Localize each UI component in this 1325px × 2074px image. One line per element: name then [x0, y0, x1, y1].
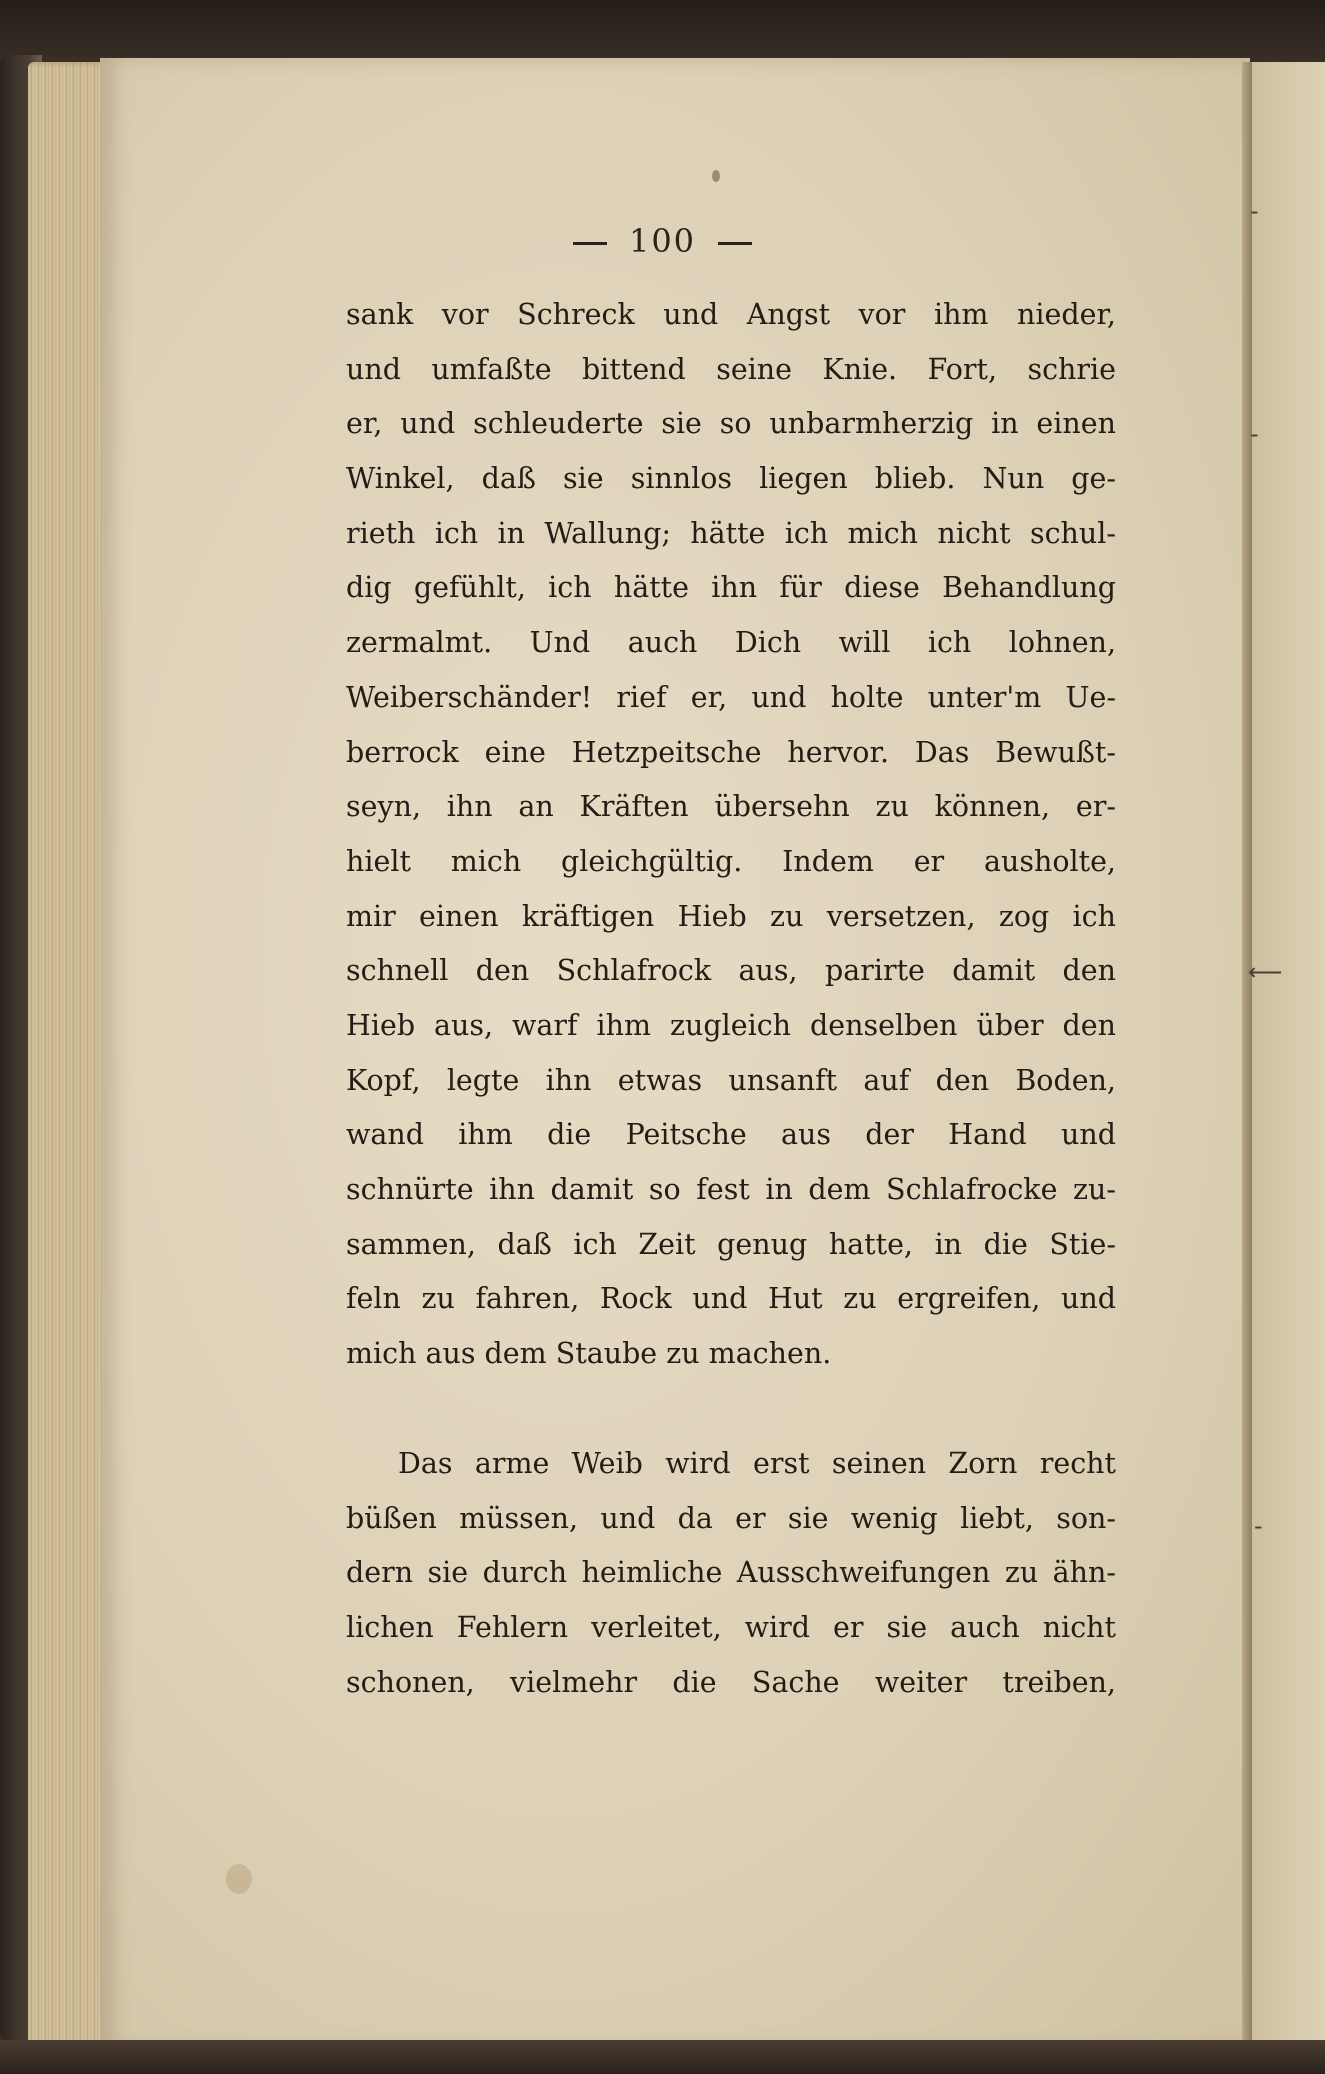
page-header	[0, 222, 1325, 260]
text-line: dern sie durch heimliche Ausschweifungen zu ähn-	[346, 1556, 1116, 1590]
page-mark: -	[1250, 420, 1259, 448]
text-line: wand ihm die Peitsche aus der Hand und	[346, 1118, 1116, 1152]
paper-stain	[226, 1864, 252, 1894]
header-dash-right	[718, 242, 752, 245]
text-line: er, und schleuderte sie so unbarmherzig in einen	[346, 407, 1116, 441]
text-line: seyn, ihn an Kräften übersehn zu können, er-	[346, 790, 1116, 824]
text-line: mich aus dem Staube zu machen.	[346, 1337, 832, 1371]
text-line: büßen müssen, und da er sie wenig liebt, son-	[346, 1501, 1116, 1535]
page-mark: -	[1254, 1512, 1263, 1540]
text-line: hielt mich gleichgültig. Indem er ausholte,	[346, 844, 1116, 878]
page-mark: ⟵	[1248, 958, 1283, 986]
text-line: schonen, vielmehr die Sache weiter treiben,	[346, 1665, 1116, 1699]
text-line: schnell den Schlafrock aus, parirte damit den	[346, 954, 1116, 988]
page-number: 100	[628, 222, 697, 260]
header-dash-left	[573, 242, 607, 245]
text-line: mir einen kräftigen Hieb zu versetzen, zog ich	[346, 899, 1116, 933]
text-line: zermalmt. Und auch Dich will ich lohnen,	[346, 626, 1116, 660]
text-line: rieth ich in Wallung; hätte ich mich nicht schul-	[346, 516, 1116, 550]
text-line: berrock eine Hetzpeitsche hervor. Das Bewußt-	[346, 735, 1116, 769]
text-line: dig gefühlt, ich hätte ihn für diese Behandlung	[346, 571, 1116, 605]
book-cover-bottom	[0, 2040, 1325, 2074]
text-line: feln zu fahren, Rock und Hut zu ergreifen, und	[346, 1282, 1116, 1316]
facing-page-edge	[1252, 62, 1325, 2048]
page-gutter	[1242, 62, 1252, 2048]
paper-stain	[712, 170, 720, 182]
text-line: Weiberschänder! rief er, und holte unter'm Ue-	[346, 680, 1116, 714]
page-mark: -	[1250, 197, 1259, 225]
text-line: Hieb aus, warf ihm zugleich denselben über den	[346, 1008, 1116, 1042]
text-line: Kopf, legte ihn etwas unsanft auf den Boden,	[346, 1063, 1116, 1097]
paragraph-1	[346, 288, 1116, 1382]
text-line: sammen, daß ich Zeit genug hatte, in die Stie-	[346, 1227, 1116, 1261]
text-line: und umfaßte bittend seine Knie. Fort, schrie	[346, 352, 1116, 386]
text-line: Das arme Weib wird erst seinen Zorn recht	[398, 1447, 1116, 1480]
text-line: lichen Fehlern verleitet, wird er sie auch nicht	[346, 1611, 1116, 1645]
paragraph-2	[346, 1437, 1116, 1710]
text-line: schnürte ihn damit so fest in dem Schlafrocke zu-	[346, 1173, 1116, 1206]
text-line: sank vor Schreck und Angst vor ihm nieder,	[346, 298, 1116, 331]
text-line: Winkel, daß sie sinnlos liegen blieb. Nun ge-	[346, 462, 1116, 496]
